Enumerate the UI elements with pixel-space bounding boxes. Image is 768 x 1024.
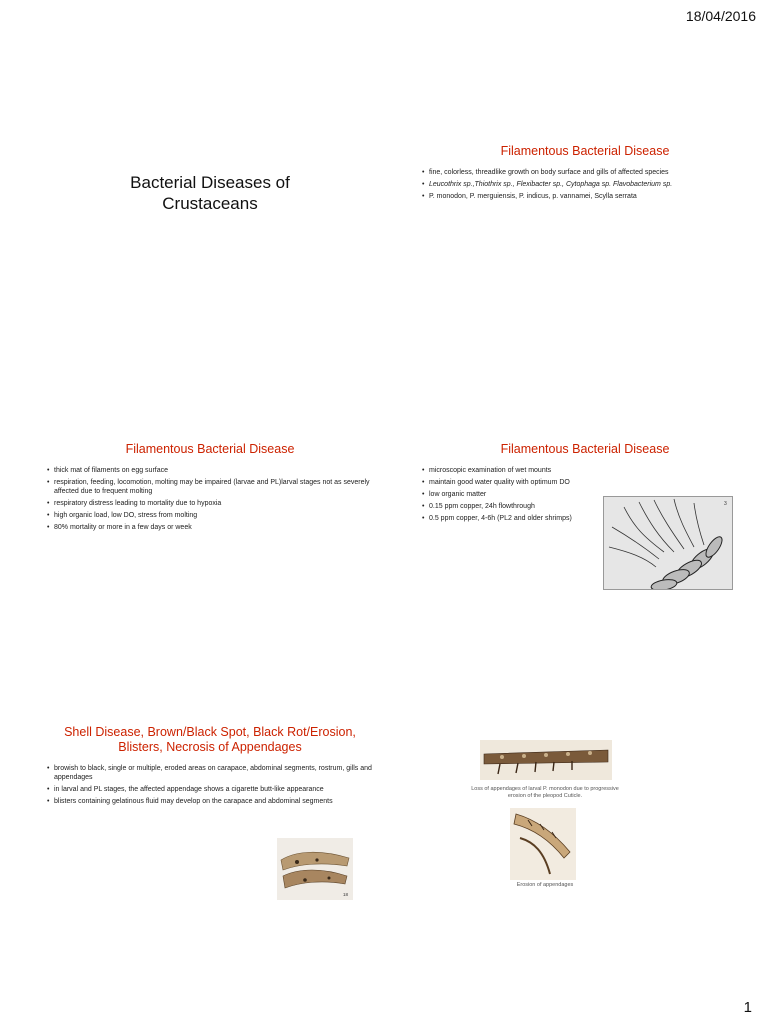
bullet-item: • respiratory distress leading to mortality due to hypoxia xyxy=(47,500,375,509)
image-label: 3 xyxy=(724,501,727,507)
slide-heading: Filamentous Bacterial Disease xyxy=(125,442,295,456)
larval-leg-image xyxy=(480,740,612,780)
slide-heading-line1: Shell Disease, Brown/Black Spot, Black Rot/Erosion, xyxy=(64,725,356,739)
slide-filamentous-2 xyxy=(45,436,375,626)
image-caption xyxy=(450,786,640,800)
page-number: 1 xyxy=(743,999,752,1016)
main-title-line1: Bacterial Diseases of xyxy=(130,173,290,192)
slide-appendage-erosion xyxy=(420,720,750,910)
slide-filamentous-1 xyxy=(420,138,750,328)
bullet-list xyxy=(45,467,375,533)
microscope-image xyxy=(603,496,733,590)
bullet-item: • 80% mortality or more in a few days or week xyxy=(47,524,375,533)
bullet-item: • 0.5 ppm copper, 4-6h (PL2 and older shrimps) xyxy=(422,515,619,524)
bullet-item: • maintain good water quality with optimum DO xyxy=(422,479,619,488)
date: 18/04/2016 xyxy=(685,8,756,24)
bullet-item xyxy=(422,181,750,190)
shrimp-image xyxy=(277,838,353,900)
image-caption: Erosion of appendages xyxy=(516,882,574,888)
bullet-item: • fine, colorless, threadlike growth on body surface and gills of affected species xyxy=(422,169,750,178)
slide-heading: Filamentous Bacterial Disease xyxy=(500,442,670,456)
bullet-list xyxy=(420,169,750,202)
bullet-item: • thick mat of filaments on egg surface xyxy=(47,467,375,476)
caption-line2: erosion of the pleopod Cuticle. xyxy=(507,793,583,799)
bullet-list xyxy=(45,765,375,806)
bullet-item: • microscopic examination of wet mounts xyxy=(422,467,619,476)
slide-filamentous-3 xyxy=(420,436,750,626)
caption-line1: Loss of appendages of larval P. monodon due to progressive xyxy=(471,786,619,792)
bullet-item: • browish to black, single or multiple, eroded areas on carapace, abdominal segments, rostrum, gills and appendages xyxy=(47,765,375,782)
bullet-text-italic: Leucothrix sp.,Thiothrix sp., Flexibacter sp., Cytophaga sp. Flavobacterium sp. xyxy=(429,181,673,189)
slide-heading: Filamentous Bacterial Disease xyxy=(500,144,670,158)
slide-heading-line2: Blisters, Necrosis of Appendages xyxy=(118,740,302,754)
appendage-image xyxy=(510,808,576,880)
main-title xyxy=(45,172,375,214)
slide-title xyxy=(45,138,375,328)
bullet-item: • 0.15 ppm copper, 24h flowthrough xyxy=(422,503,619,512)
main-title-line2: Crustaceans xyxy=(162,194,258,213)
bullet-item: • low organic matter xyxy=(422,491,619,500)
bullet-item: • respiration, feeding, locomotion, molting may be impaired (larvae and PL)larval stages not as severely affected due to frequent molting xyxy=(47,479,375,496)
slide-shell-disease xyxy=(45,720,375,910)
bullet-item: • blisters containing gelatinous fluid may develop on the carapace and abdominal segments xyxy=(47,798,375,807)
bullet-item: • in larval and PL stages, the affected appendage shows a cigarette butt-like appearance xyxy=(47,786,375,795)
image-label: 18 xyxy=(343,892,349,897)
bullet-item: • P. monodon, P. merguiensis, P. indicus, p. vannamei, Scylla serrata xyxy=(422,193,750,202)
slide-heading xyxy=(45,725,375,755)
bullet-item: • high organic load, low DO, stress from molting xyxy=(47,512,375,521)
